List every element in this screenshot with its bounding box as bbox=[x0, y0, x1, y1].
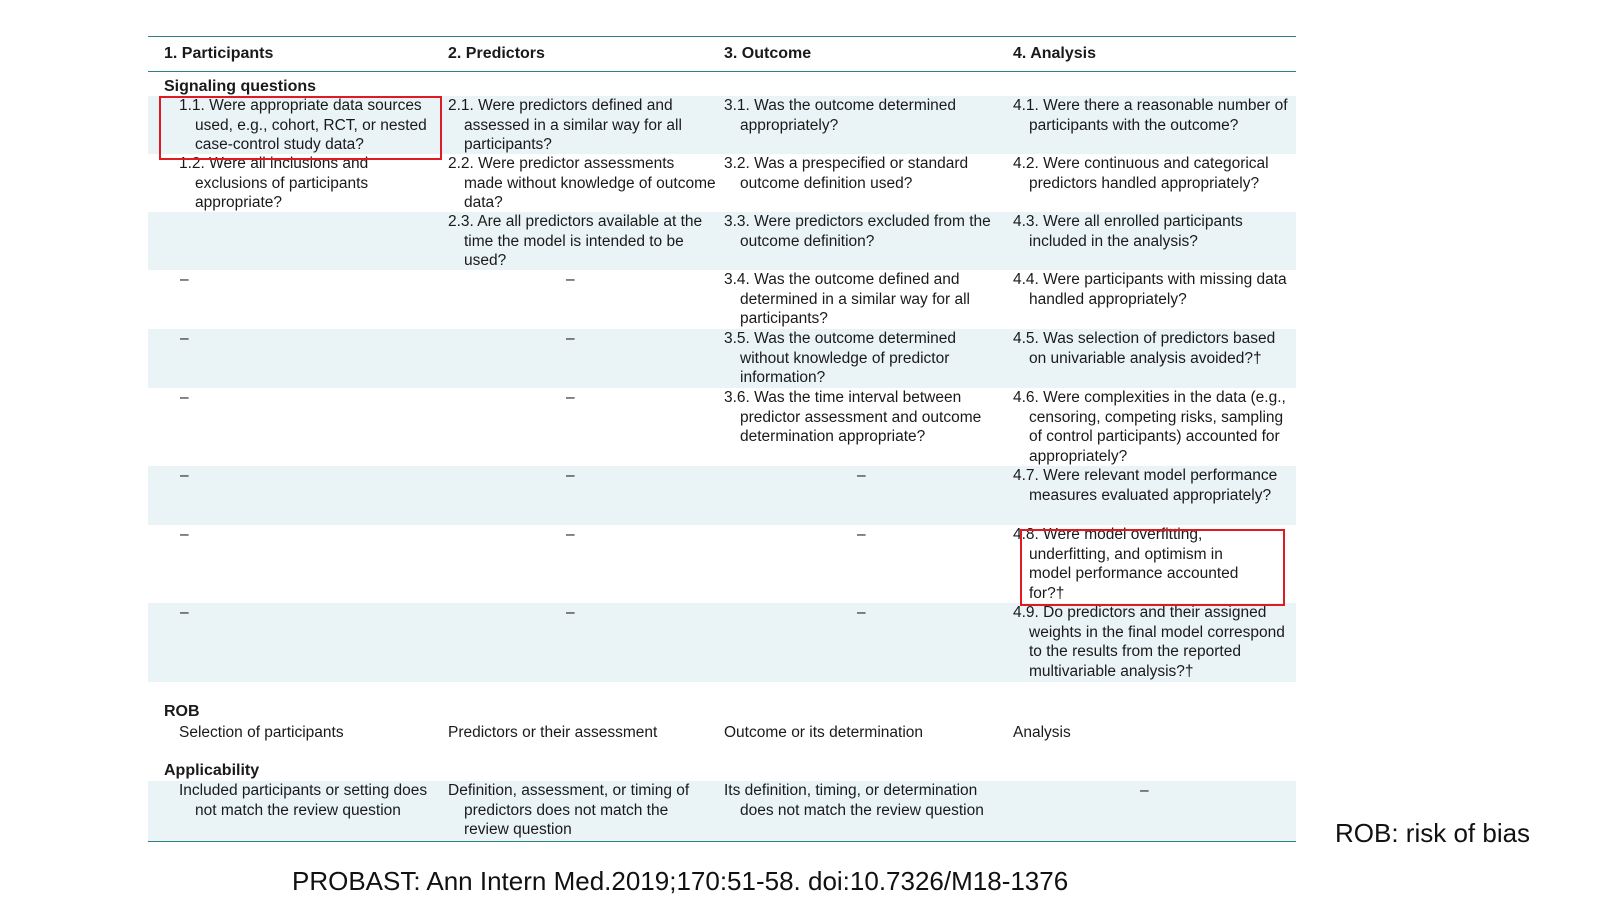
dash-cell: – bbox=[180, 271, 189, 288]
applicability-analysis: – bbox=[1140, 782, 1149, 799]
rob-outcome: Outcome or its determination bbox=[724, 724, 924, 741]
question-3-2: 3.2. Was a prespecified or standard outcome definition used? bbox=[724, 155, 969, 192]
rob-predictors: Predictors or their assessment bbox=[448, 724, 658, 741]
dash-cell: – bbox=[566, 604, 575, 621]
question-3-4: 3.4. Was the outcome defined and determined in a similar way for all participants? bbox=[724, 271, 971, 327]
dash-cell: – bbox=[180, 467, 189, 484]
signaling-questions-title: Signaling questions bbox=[164, 78, 317, 95]
dash-cell: – bbox=[857, 526, 866, 543]
table-row bbox=[148, 96, 1296, 154]
question-3-5: 3.5. Was the outcome determined without knowledge of predictor information? bbox=[724, 330, 957, 386]
header-outcome: 3. Outcome bbox=[724, 45, 812, 62]
question-2-1: 2.1. Were predictors defined and assessed in a similar way for all participants? bbox=[448, 97, 682, 153]
dash-cell: – bbox=[180, 389, 189, 406]
table-header bbox=[148, 37, 1296, 72]
question-2-2: 2.2. Were predictor assessments made without knowledge of outcome data? bbox=[448, 155, 716, 211]
question-4-9: 4.9. Do predictors and their assigned weights in the final model correspond to the results from the reported multivariable analysis?† bbox=[1013, 604, 1285, 680]
rob-row bbox=[148, 722, 1296, 761]
applicability-predictors: Definition, assessment, or timing of predictors does not match the review question bbox=[448, 782, 690, 838]
dash-cell: – bbox=[566, 271, 575, 288]
question-1-2: 1.2. Were all inclusions and exclusions of participants appropriate? bbox=[179, 155, 369, 211]
table-row bbox=[148, 212, 1296, 270]
question-4-8: 4.8. Were model overfitting, underfitting, and optimism in model performance accounted for?† bbox=[1013, 526, 1239, 602]
dash-cell: – bbox=[566, 526, 575, 543]
dash-cell: – bbox=[857, 467, 866, 484]
table-row bbox=[148, 603, 1296, 682]
citation: PROBAST: Ann Intern Med.2019;170:51-58. doi:10.7326/M18-1376 bbox=[292, 866, 1069, 896]
question-4-6: 4.6. Were complexities in the data (e.g., censoring, competing risks, sampling of control participants) accounted for appropriately? bbox=[1013, 389, 1286, 465]
rob-title: ROB bbox=[164, 703, 200, 720]
question-3-1: 3.1. Was the outcome determined appropriately? bbox=[724, 97, 957, 134]
dash-cell: – bbox=[180, 604, 189, 621]
probast-table bbox=[148, 36, 1296, 842]
rob-analysis: Analysis bbox=[1013, 724, 1071, 741]
table-row bbox=[148, 270, 1296, 329]
question-3-6: 3.6. Was the time interval between predictor assessment and outcome determination appropriate? bbox=[724, 389, 982, 445]
question-4-7: 4.7. Were relevant model performance measures evaluated appropriately? bbox=[1013, 467, 1278, 504]
dash-cell: – bbox=[566, 389, 575, 406]
question-3-3: 3.3. Were predictors excluded from the outcome definition? bbox=[724, 213, 991, 250]
rob-footnote: ROB: risk of bias bbox=[1335, 818, 1531, 848]
question-4-4: 4.4. Were participants with missing data handled appropriately? bbox=[1013, 271, 1287, 308]
table-row bbox=[148, 329, 1296, 388]
question-4-3: 4.3. Were all enrolled participants included in the analysis? bbox=[1013, 213, 1243, 250]
dash-cell: – bbox=[180, 526, 189, 543]
rob-participants: Selection of participants bbox=[179, 724, 344, 741]
dash-cell: – bbox=[566, 330, 575, 347]
question-1-1: 1.1. Were appropriate data sources used, e.g., cohort, RCT, or nested case-control study data? bbox=[179, 97, 427, 153]
table-row bbox=[148, 525, 1296, 603]
table-row bbox=[148, 466, 1296, 525]
table-row bbox=[148, 154, 1296, 212]
header-predictors: 2. Predictors bbox=[448, 45, 545, 62]
table-row bbox=[148, 388, 1296, 466]
header-participants: 1. Participants bbox=[164, 45, 274, 62]
applicability-title: Applicability bbox=[164, 762, 260, 779]
applicability-participants: Included participants or setting does not match the review question bbox=[179, 782, 428, 819]
question-4-1: 4.1. Were there a reasonable number of participants with the outcome? bbox=[1013, 97, 1288, 134]
header-analysis: 4. Analysis bbox=[1013, 45, 1097, 62]
dash-cell: – bbox=[566, 467, 575, 484]
dash-cell: – bbox=[180, 330, 189, 347]
question-2-3: 2.3. Are all predictors available at the time the model is intended to be used? bbox=[448, 213, 703, 269]
question-4-5: 4.5. Was selection of predictors based on univariable analysis avoided?† bbox=[1013, 330, 1276, 367]
dash-cell: – bbox=[857, 604, 866, 621]
applicability-outcome: Its definition, timing, or determination does not match the review question bbox=[724, 782, 984, 819]
applicability-row bbox=[148, 781, 1296, 842]
question-4-2: 4.2. Were continuous and categorical predictors handled appropriately? bbox=[1013, 155, 1269, 192]
